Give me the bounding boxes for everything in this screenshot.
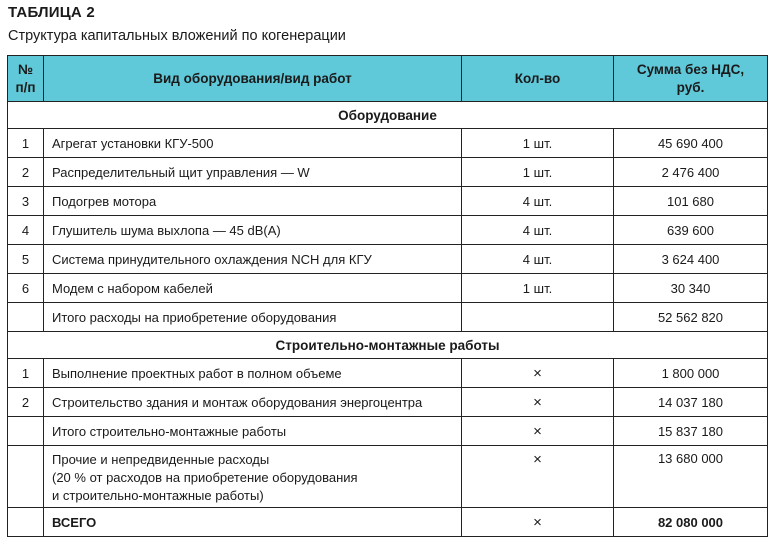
header-name: Вид оборудования/вид работ xyxy=(44,56,462,102)
row-num xyxy=(8,303,44,332)
section-title: Строительно-монтажные работы xyxy=(8,332,768,359)
row-num: 1 xyxy=(8,359,44,388)
table-row xyxy=(8,359,768,388)
section-row-equipment xyxy=(8,102,768,129)
row-qty: 1 шт. xyxy=(462,158,614,187)
table-row xyxy=(8,187,768,216)
row-name: Строительство здания и монтаж оборудования энергоцентра xyxy=(44,388,462,417)
row-num: 5 xyxy=(8,245,44,274)
row-name: Итого расходы на приобретение оборудования xyxy=(44,303,462,332)
row-name: Система принудительного охлаждения NCH для КГУ xyxy=(44,245,462,274)
table-row xyxy=(8,129,768,158)
table-row xyxy=(8,158,768,187)
row-sum: 30 340 xyxy=(614,274,768,303)
row-name: Выполнение проектных работ в полном объеме xyxy=(44,359,462,388)
row-num: 4 xyxy=(8,216,44,245)
row-name: Распределительный щит управления — W xyxy=(44,158,462,187)
row-num: 2 xyxy=(8,158,44,187)
row-qty: × xyxy=(462,446,614,508)
row-qty: 4 шт. xyxy=(462,187,614,216)
table-caption: Структура капитальных вложений по когенерации xyxy=(8,28,346,44)
row-sum: 101 680 xyxy=(614,187,768,216)
header-qty: Кол-во xyxy=(462,56,614,102)
row-sum: 3 624 400 xyxy=(614,245,768,274)
table-row-subtotal xyxy=(8,417,768,446)
total-sum: 82 080 000 xyxy=(614,508,768,537)
row-qty: × xyxy=(462,388,614,417)
row-sum: 1 800 000 xyxy=(614,359,768,388)
row-num xyxy=(8,508,44,537)
row-name: Модем с набором кабелей xyxy=(44,274,462,303)
row-sum: 639 600 xyxy=(614,216,768,245)
table-row xyxy=(8,216,768,245)
table-row-total xyxy=(8,508,768,537)
row-sum: 52 562 820 xyxy=(614,303,768,332)
row-num: 1 xyxy=(8,129,44,158)
total-qty: × xyxy=(462,508,614,537)
row-qty: 1 шт. xyxy=(462,274,614,303)
row-name: Итого строительно-монтажные работы xyxy=(44,417,462,446)
row-name: Прочие и непредвиденные расходы (20 % от расходов на приобретение оборудования и строительно-монтажные работы) xyxy=(44,446,462,508)
table-row xyxy=(8,274,768,303)
row-qty xyxy=(462,303,614,332)
row-name: Агрегат установки КГУ-500 xyxy=(44,129,462,158)
row-sum: 2 476 400 xyxy=(614,158,768,187)
row-num xyxy=(8,446,44,508)
header-sum: Сумма без НДС, руб. xyxy=(614,56,768,102)
table-row-other-expenses xyxy=(8,446,768,508)
table-label: ТАБЛИЦА 2 xyxy=(8,4,95,21)
header-num: № п/п xyxy=(8,56,44,102)
row-num: 6 xyxy=(8,274,44,303)
table-row xyxy=(8,245,768,274)
row-qty: × xyxy=(462,359,614,388)
row-num: 2 xyxy=(8,388,44,417)
row-name: Подогрев мотора xyxy=(44,187,462,216)
row-qty: 4 шт. xyxy=(462,216,614,245)
row-qty: 4 шт. xyxy=(462,245,614,274)
row-qty: × xyxy=(462,417,614,446)
table-body xyxy=(8,102,768,537)
total-label: ВСЕГО xyxy=(44,508,462,537)
row-num: 3 xyxy=(8,187,44,216)
capital-investment-table xyxy=(7,55,768,537)
row-sum: 13 680 000 xyxy=(614,446,768,508)
row-sum: 15 837 180 xyxy=(614,417,768,446)
table-row xyxy=(8,388,768,417)
row-sum: 14 037 180 xyxy=(614,388,768,417)
table-header-row xyxy=(8,56,768,102)
row-name: Глушитель шума выхлопа — 45 dB(A) xyxy=(44,216,462,245)
section-title: Оборудование xyxy=(8,102,768,129)
row-sum: 45 690 400 xyxy=(614,129,768,158)
row-num xyxy=(8,417,44,446)
section-row-construction xyxy=(8,332,768,359)
row-qty: 1 шт. xyxy=(462,129,614,158)
table-row-subtotal xyxy=(8,303,768,332)
